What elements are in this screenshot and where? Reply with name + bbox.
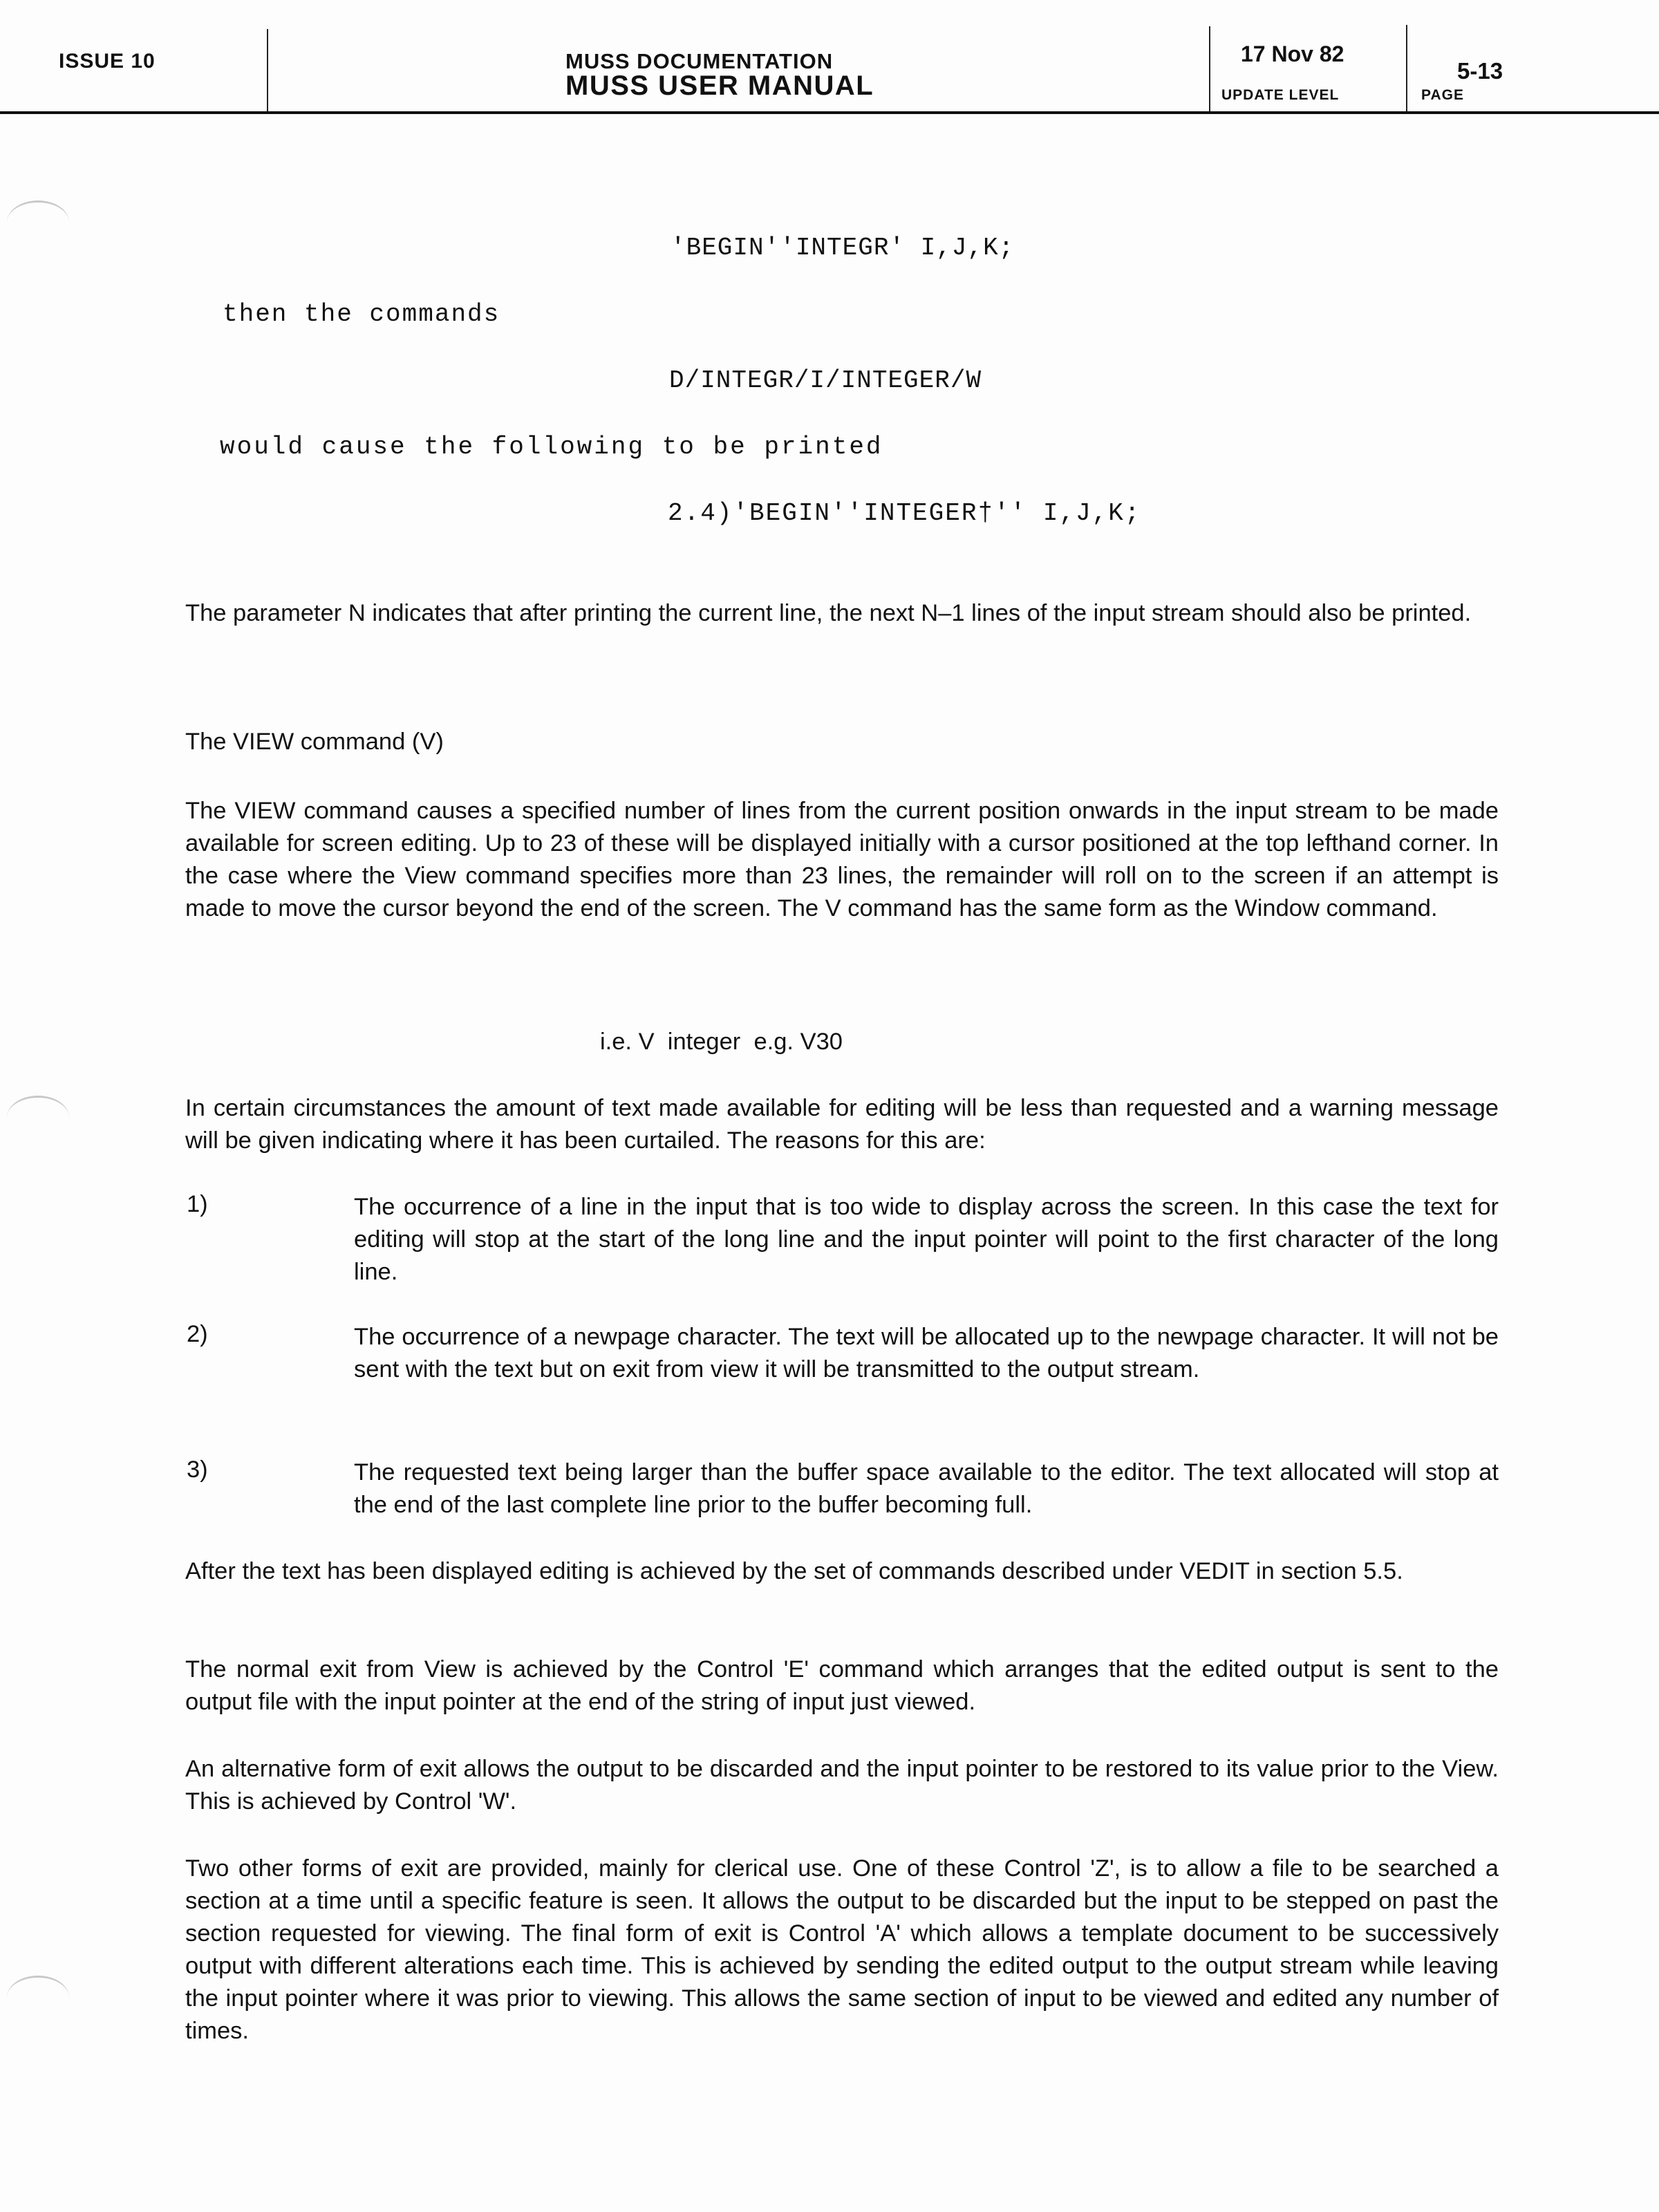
header-rule [0,111,1659,114]
punch-hole-mark [7,1976,69,2019]
reason-text: The requested text being larger than the buffer space available to the editor. The text allocated will stop at the end of the last complete line prior to the buffer becoming full. [354,1459,1499,1518]
intro-commands: then the commands [223,300,500,328]
intro-output: would cause the following to be printed [220,433,883,461]
reason-number: 1) [187,1191,208,1217]
manual-title: MUSS USER MANUAL [565,71,874,101]
paragraph-other-exits: Two other forms of exit are provided, mainly for clerical use. One of these Control 'Z', is to allow a file to be searched a section at a time until a specific feature is seen. It allows the output to be discarded but the input to be stepped on past the section requested for viewing. The final form of exit is Control 'A' which allows a template document to be successively output with different alterations each time. This is achieved by sending the edited output to the output stream while leaving the input pointer where it was prior to viewing. This allows the same section of input to be viewed and edited any number of times. [185,1855,1499,2044]
header-divider [1406,25,1407,113]
punch-hole-mark [7,200,69,244]
paragraph-after-text: After the text has been displayed editing is achieved by the set of commands described under VEDIT in section 5.5. [185,1558,1403,1584]
header-divider [1209,26,1210,113]
page-header [0,0,1659,114]
syntax-example: i.e. V integer e.g. V30 [600,1029,843,1055]
header-divider [267,29,268,113]
reason-number: 2) [187,1321,208,1347]
code-source-line: 'BEGIN''INTEGR' I,J,K; [671,234,1015,262]
issue-number: ISSUE 10 [59,50,156,73]
code-command: D/INTEGR/I/INTEGER/W [669,366,982,395]
reason-text: The occurrence of a newpage character. The text will be allocated up to the newpage character. It will not be sent with the text but on exit from view it will be transmitted to the output stream. [354,1324,1499,1382]
paragraph-normal-exit: The normal exit from View is achieved by the Control 'E' command which arranges that the edited output is sent to the output file with the input pointer at the end of the string of input just viewed. [185,1656,1499,1715]
punch-hole-mark [7,1096,69,1139]
paragraph-view-description: The VIEW command causes a specified number of lines from the current position onwards in the input stream to be made available for screen editing. Up to 23 of these will be displayed initially with a cursor positioned at the top lefthand corner. In the case where the View command specifies more than 23 lines, the remainder will roll on to the screen if an attempt is made to move the cursor beyond the end of the screen. The V command has the same form as the Window command. [185,798,1499,921]
update-level-label: UPDATE LEVEL [1221,87,1340,103]
paragraph-alternative-exit: An alternative form of exit allows the output to be discarded and the input pointer to be restored to its value prior to the View. This is achieved by Control 'W'. [185,1756,1499,1815]
update-date: 17 Nov 82 [1241,41,1344,66]
page-label: PAGE [1421,87,1464,103]
paragraph-circumstances: In certain circumstances the amount of text made available for editing will be less than requested and a warning message will be given indicating where it has been curtailed. The reasons for this are: [185,1095,1499,1154]
section-heading-view: The VIEW command (V) [185,729,444,755]
reason-number: 3) [187,1456,208,1483]
code-output-line: 2.4)'BEGIN''INTEGER†'' I,J,K; [668,499,1141,527]
page-number: 5-13 [1457,58,1503,84]
doc-title: MUSS DOCUMENTATION [565,49,834,73]
paragraph-parameter-n: The parameter N indicates that after printing the current line, the next N–1 lines of the input stream should also be printed. [185,600,1472,626]
reason-text: The occurrence of a line in the input that is too wide to display across the screen. In this case the text for editing will stop at the start of the long line and the input pointer will point to the first character of the long line. [354,1194,1499,1285]
